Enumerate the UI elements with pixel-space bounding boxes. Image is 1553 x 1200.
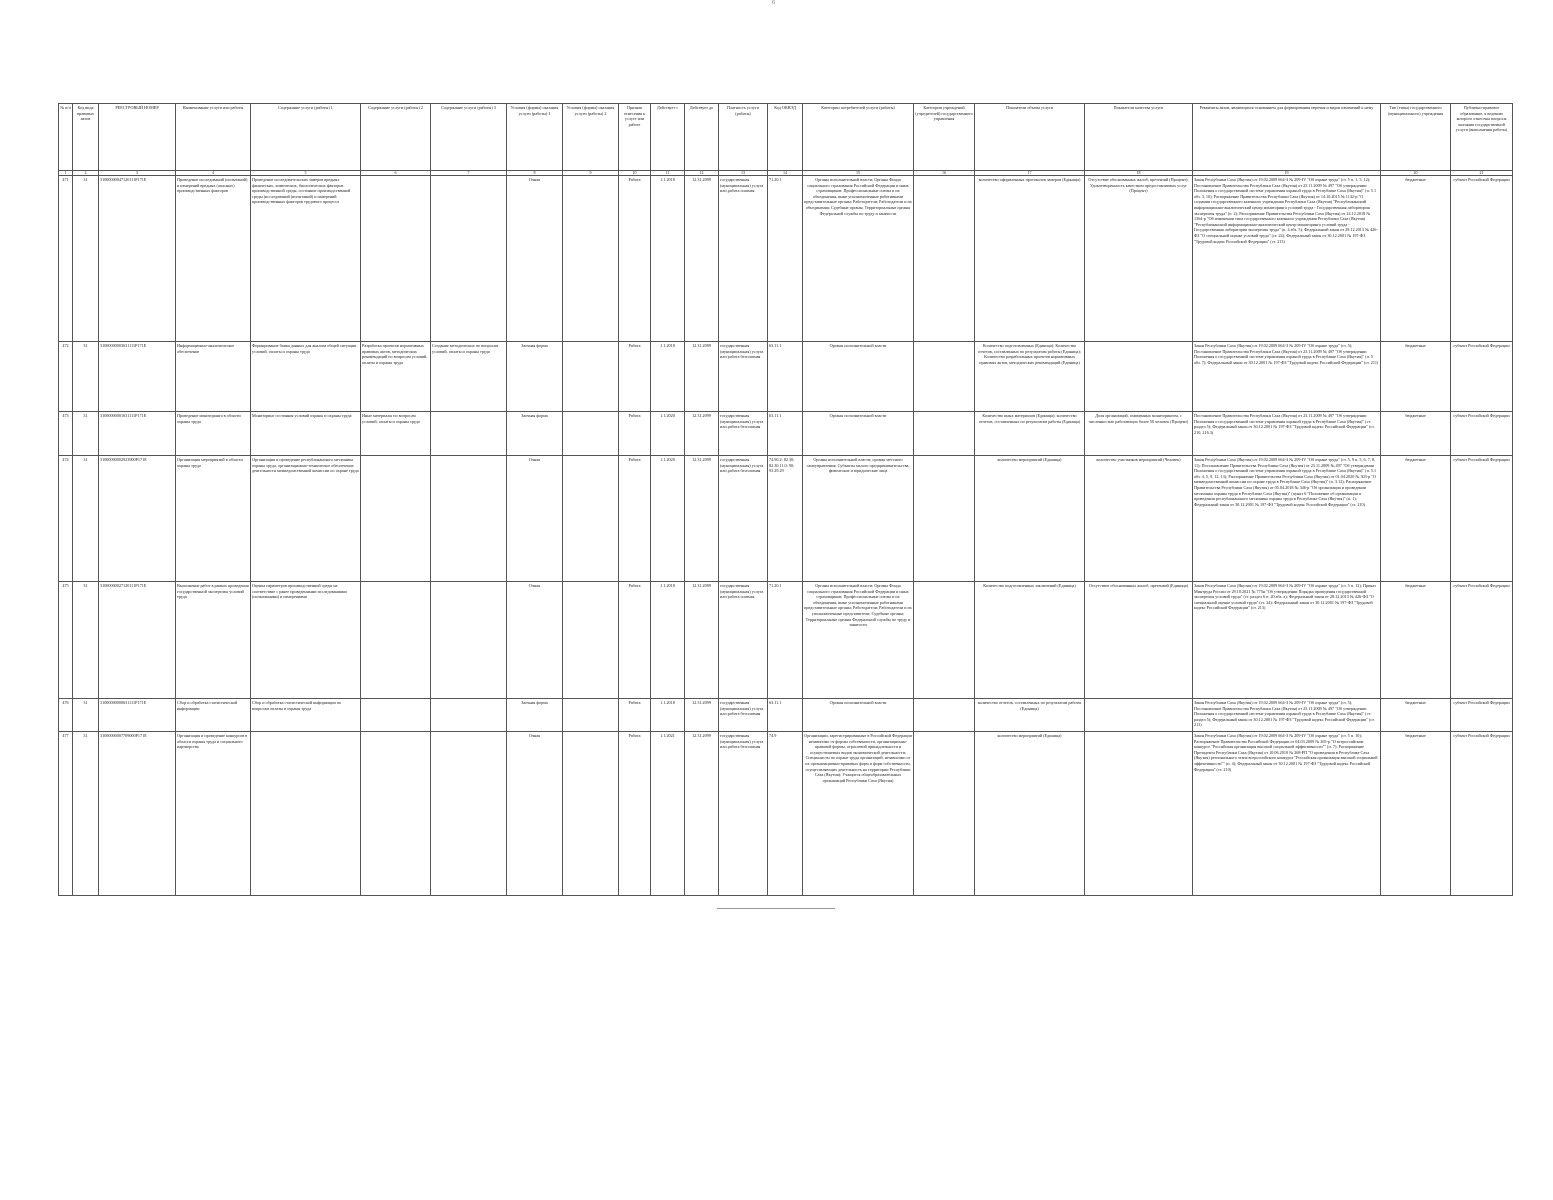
cell-cat [914,412,975,456]
cell-from: 1.1.2020 [651,456,685,582]
cell-c2: Разработка проектов нормативных правовых актов, методических рекомендаций по вопросам условий, оплаты и охраны труда [361,342,431,412]
cell-to: 12.31.2099 [685,456,719,582]
header-row [59,104,1513,171]
column-header-15: Категории потребителей услуги (работы) [803,104,914,171]
cell-quality: Отсутствие обоснованных жалоб, претензий (Процент); Удовлетворенность качеством предоставляемых услуг (Процент) [1085,176,1193,342]
cell-reg: 31000000000631111P171Е [99,699,176,732]
cell-volume: количество отчетов, составленных по результатам работы (Единица) [975,699,1085,732]
cell-reg: 31000000007709000P171Е [99,732,176,896]
column-number-20: 20 [1381,171,1451,176]
cell-to: 12.31.2099 [685,699,719,732]
cell-code: 31 [73,342,99,412]
column-header-7: Содержание услуги (работы) 3 [431,104,507,171]
column-number-18: 18 [1085,171,1193,176]
column-header-5: Содержание услуги (работы) 1 [251,104,361,171]
cell-c3 [431,456,507,582]
cell-c1: Организация и проведение республиканского месячника охраны труда, организационно-техническое обеспечение деятельности межведомственной комиссии по охране труда [251,456,361,582]
cell-name: Организация и проведение конкурсов в области охраны труда и социального партнерства [176,732,251,896]
cell-code: 31 [73,456,99,582]
cell-cat [914,732,975,896]
cell-cat [914,342,975,412]
cell-type: бюджетные [1381,176,1451,342]
column-number-11: 11 [651,171,685,176]
cell-f2 [563,732,619,896]
cell-consumers: Органы исполнительной власти [803,699,914,732]
cell-reg: 31000000002923900P171Е [99,456,176,582]
cell-acts: Закон Республики Саха (Якутия) от 19.02.2009 664-З № 209-IV "Об охране труда" (ст. 5); Постановление Правительства Республики Саха (Якутия) от 23.11.2009 № 497 "Об утверждении Положения о государственной системе управления охраной труда в Республике Саха (Якутия)" (ст. раздел 5); Федеральный закон от 30.12.2001 № 197-ФЗ "Трудовой кодекс Российской Федерации" (ст. 213) [1193,699,1381,732]
cell-volume: Количество подготовленных (Единица); Количество отчетов, составленных по результатам работы (Единица); Количество разработанных проектов нормативных правовых актов, методических рекомендаций (Единица) [975,342,1085,412]
cell-f2 [563,582,619,699]
column-header-20: Тип (типы) государственного (муниципального) учреждения [1381,104,1451,171]
cell-name: Выполнение работ в рамках проведения государственной экспертизы условий труда [176,582,251,699]
cell-f1: Заочная форма [507,699,563,732]
cell-kind: Работа [619,456,651,582]
cell-to: 12.31.2099 [685,582,719,699]
cell-c1 [251,732,361,896]
column-number-4: 4 [176,171,251,176]
cell-no: 475 [59,582,73,699]
cell-kind: Работа [619,732,651,896]
column-number-3: 3 [99,171,176,176]
cell-type: бюджетные [1381,342,1451,412]
cell-okved: 74.9 [768,732,803,896]
column-number-5: 5 [251,171,361,176]
cell-c1: Сбор и обработка статистической информации по вопросам оплаты и охраны труда [251,699,361,732]
cell-okved: 63.11.1 [768,342,803,412]
cell-no: 472 [59,342,73,412]
cell-owner: субъект Российской Федерации [1451,699,1513,732]
column-header-9: Условия (формы) оказания услуги (работы) 2 [563,104,619,171]
cell-c3 [431,412,507,456]
column-header-2: Код вида правовых актов [73,104,99,171]
column-number-21: 21 [1451,171,1513,176]
cell-c2 [361,456,431,582]
cell-reg: 31000000001631111P171Е [99,412,176,456]
cell-c3 [431,582,507,699]
cell-acts: Закон Республики Саха (Якутия) от 19.02.2009 664-З № 209-IV "Об охране труда" (ст. 5, 9 п. 5, 6, 7, 8, 11); Постановление Правительства Республики Саха (Якутия) от 23.11.2009 № 497 "Об утверждении Положения о государственной системе управления охраной труда в Республике Саха (Якутия)" (п. 5.1 абз. 4, 5, 9, 12, 13); Распоряжение Правительства Республики Саха (Якутия) от 01.04.2020 № 303-р "О межведомственной комиссии по охране труда в Республике Саха (Якутия)" (п. 3.12); Распоряжение Правительства Республики Саха (Якутия) от 05.04.2018 № 346-р "Об организации и проведении месячника охраны труда в Республике Саха (Якутия)" (пункт 6 "Положение об организации и проведении республиканского месячника охраны труда в Республике Саха (Якутия)" (п. 1); Федеральный закон от 30.12.2001 № 197-ФЗ "Трудовой кодекс Российской Федерации" (ст. 210) [1193,456,1381,582]
cell-consumers: Органы исполнительной власти; Органы Фонда социального страхования Российской Федерации и иных страховщиков; Профессиональные союзы и их объединения, иные уполномоченные работниками представительные органы; Работодатели; Работодатели и их уполномоченные представители; Судебные органы; Территориальные органы Федеральной службы по труду и занятости [803,582,914,699]
cell-type: бюджетные [1381,412,1451,456]
column-header-8: Условия (формы) оказания услуги (работы) 1 [507,104,563,171]
column-number-19: 19 [1193,171,1381,176]
cell-kind: Работа [619,582,651,699]
column-number-9: 9 [563,171,619,176]
column-number-7: 7 [431,171,507,176]
cell-f2 [563,699,619,732]
cell-name: Информационно-аналитическое обеспечение [176,342,251,412]
cell-f1: Очная [507,732,563,896]
column-number-13: 13 [719,171,768,176]
cell-c2 [361,176,431,342]
cell-pay: государственная (муниципальная) услуга или работа платная [719,176,768,342]
column-header-17: Показатели объема услуги [975,104,1085,171]
cell-name: Сбор и обработка статистической информации [176,699,251,732]
cell-pay: государственная (муниципальная) услуга или работа бесплатная [719,699,768,732]
cell-consumers: Органы исполнительной власти; Органы Фонда социального страхования Российской Федерации и иных страховщиков; Профессиональные союзы и их объединения, иные уполномоченные работниками представительные органы; Работодатели; Работодатели и их объединения; Судебные органы; Территориальные органы Федеральной службы по труду и занятости [803,176,914,342]
column-number-14: 14 [768,171,803,176]
cell-volume: Количество подготовленных заключений (Единица) [975,582,1085,699]
table-row [59,412,1513,456]
cell-pay: государственная (муниципальная) услуга или работа платная [719,582,768,699]
cell-owner: субъект Российской Федерации [1451,582,1513,699]
cell-consumers: Органы исполнительной власти [803,342,914,412]
column-number-12: 12 [685,171,719,176]
column-header-1: № п/п [59,104,73,171]
column-number-17: 17 [975,171,1085,176]
cell-f1: Заочная форма [507,412,563,456]
cell-reg: 31000000027120111P171Е [99,582,176,699]
column-number-8: 8 [507,171,563,176]
cell-c3: Создание методических по вопросам условий, оплаты и охраны труда [431,342,507,412]
cell-volume: количество оформленных протоколов замеров (Единица) [975,176,1085,342]
services-registry-table [58,103,1513,896]
cell-okved: 63.11.1 [768,412,803,456]
cell-kind: Работа [619,342,651,412]
cell-pay: государственная (муниципальная) услуга или работа бесплатная [719,456,768,582]
cell-owner: субъект Российской Федерации [1451,342,1513,412]
cell-code: 31 [73,582,99,699]
cell-pay: государственная (муниципальная) услуга или работа бесплатная [719,342,768,412]
cell-volume: количество мероприятий (Единица) [975,456,1085,582]
column-number-15: 15 [803,171,914,176]
cell-code: 31 [73,412,99,456]
cell-kind: Работа [619,176,651,342]
cell-cat [914,582,975,699]
cell-acts: Постановление Правительства Республики Саха (Якутия) от 23.11.2009 № 497 "Об утверждении Положения о государственной системе управления охраной труда в Республике Саха (Якутия)" (ст. раздел 5); Федеральный закон от 30.12.2001 № 197-ФЗ "Трудовой кодекс Российской Федерации" (ст. 210, 216.3) [1193,412,1381,456]
cell-okved: 63.11.1 [768,699,803,732]
cell-f2 [563,176,619,342]
cell-name: Проведение мониторинга в области охраны труда [176,412,251,456]
cell-okved: 71.20.1 [768,176,803,342]
cell-quality [1085,342,1193,412]
cell-type: бюджетные [1381,732,1451,896]
cell-no: 474 [59,456,73,582]
cell-to: 12.31.2099 [685,176,719,342]
cell-from: 1.1.2018 [651,176,685,342]
cell-c1: Мониторинг состояния условий охраны и охраны труда [251,412,361,456]
cell-f1: Заочная форма [507,342,563,412]
cell-from: 1.1.2018 [651,342,685,412]
column-header-14: Код ОКВЭД [768,104,803,171]
cell-no: 476 [59,699,73,732]
cell-no: 471 [59,176,73,342]
cell-quality [1085,699,1193,732]
cell-from: 1.1.2021 [651,732,685,896]
cell-owner: субъект Российской Федерации [1451,176,1513,342]
cell-c3 [431,732,507,896]
table-row [59,456,1513,582]
cell-owner: субъект Российской Федерации [1451,732,1513,896]
column-number-6: 6 [361,171,431,176]
cell-code: 31 [73,699,99,732]
cell-c1: Оценка параметров производственной среды на соответствие с ранее проведенными исследованиями (испытаниями) и измерениями [251,582,361,699]
cell-to: 12.31.2099 [685,732,719,896]
table-body [59,176,1513,896]
cell-acts: Закон Республики Саха (Якутия) от 19.02.2009 664-З № 209-IV "Об охране труда" (ст. 5 п. 12); Приказ Минтруда России от 29.10.2021 № 775н "Об утверждении Порядка проведения государственной экспертизы условий труда" (ст. раздел 6 п. 20 абз. а); Федеральный закон от 28.12.2013 № 426-ФЗ "О специальной оценке условий труда" (ст. 24); Федеральный закон от 30.12.2001 № 197-ФЗ "Трудовой кодекс Российской Федерации" (ст. 213) [1193,582,1381,699]
cell-f2 [563,342,619,412]
cell-from: 1.1.2018 [651,699,685,732]
page-number-mark: 6 [772,0,775,6]
column-number-2: 2 [73,171,99,176]
cell-c2 [361,732,431,896]
cell-f2 [563,412,619,456]
column-header-6: Содержание услуги (работы) 2 [361,104,431,171]
cell-acts: Закон Республики Саха (Якутия) от 19.02.2009 664-З № 209-IV "Об охране труда" (ст. 5); Постановление Правительства Республики Саха (Якутия) от 23.11.2009 № 497 "Об утверждении Положения о государственной системе управления охраной труда в Республике Саха (Якутия)" (п. 5 абз. 7); Федеральный закон от 30.12.2001 № 197-ФЗ "Трудовой кодекс Российской Федерации" (ст. 211) [1193,342,1381,412]
cell-acts: Закон Республики Саха (Якутия) от 19.02.2009 664-З № 209-IV "Об охране труда" (ст. 5 п. 10); Распоряжение Правительства Российской Федерации от 04.03.2009 № 265-р "О всероссийском конкурсе "Российская организация высокой социальной эффективности"" (п. 7); Распоряжение Президента Республики Саха (Якутия) от 10.06.2010 № 268-РП "О проведении в Республике Саха (Якутия) регионального этапа всероссийского конкурса "Российская организация высокой социальной эффективности"" (п. 4); Федеральный закон от 30.12.2001 № 197-ФЗ "Трудовой кодекс Российской Федерации" (ст. 210) [1193,732,1381,896]
column-header-21: Публично-правовое образование, к ведению которого отнесены вопросы оказания государственной услуги (выполнения работы) [1451,104,1513,171]
table-row [59,582,1513,699]
cell-f1: Очная [507,582,563,699]
column-header-3: РЕЕСТРОВЫЙ НОМЕР [99,104,176,171]
footer-divider [717,908,835,909]
cell-quality: количество участников мероприятий (Человек) [1085,456,1193,582]
cell-acts: Закон Республики Саха (Якутия) от 19.02.2009 664-З № 209-IV "Об охране труда" (ст. 5 п. 1, 5, 12); Постановление Правительства Республики Саха (Якутия) от 23.11.2009 № 497 "Об утверждении Положения о государственной системе управления охраной труда в Республике Саха (Якутия)" (п. 5.1 абз. 3, 10); Распоряжение Правительства Республики Саха (Якутия) от 14.10.2015 № 1142-р "О создании государственного казенного учреждения Республики Саха (Якутия) "Республиканский информационно-аналитический центр мониторинга условий труда - Государственная лаборатория экспертизы труда" (п. 2); Распоряжение Правительства Республики Саха (Якутия) от 24.12.2018 № 1364-р "Об изменении типа государственного казенного учреждения Республики Саха (Якутия) "Республиканский информационно-аналитический центр мониторинга условий труда - Государственная лаборатория экспертизы труда" (п. 4 абз. 5); Федеральный закон от 28.12.2013 № 426-ФЗ "О специальной оценке условий труда" (ст. 24); Федеральный закон от 30.12.2001 № 197-ФЗ "Трудовой кодекс Российской Федерации" (ст. 213) [1193,176,1381,342]
cell-volume: Количество иных материалов (Единица); количество отчетов, составленных по результатам работы (Единица) [975,412,1085,456]
cell-name: Организация мероприятий в области охраны труда [176,456,251,582]
cell-c3 [431,176,507,342]
cell-quality: Отсутствие обоснованных жалоб, претензий (Единица) [1085,582,1193,699]
cell-okved: 71.20.1 [768,582,803,699]
cell-kind: Работа [619,699,651,732]
cell-pay: государственная (муниципальная) услуга или работа бесплатная [719,732,768,896]
cell-c1: Проведение исследовательских замеров вредных физических, химических, биологических факторов производственной среды, состояние производственной среды (исследований (испытаний) и измерений производственных факторов трудового процесса [251,176,361,342]
cell-consumers: Органы исполнительной власти; органы местного самоуправления; Субъекты малого предпринимательства; физические и юридические лица [803,456,914,582]
cell-kind: Работа [619,412,651,456]
cell-from: 1.1.2018 [651,582,685,699]
table-row [59,342,1513,412]
cell-c2: Иные материалы по вопросам условий, оплаты и охраны труда [361,412,431,456]
cell-okved: 74.90.2; 82.30; 82.30.11.0; 90; 93.29.29 [768,456,803,582]
cell-c2 [361,699,431,732]
cell-code: 31 [73,176,99,342]
cell-pay: государственная (муниципальная) услуга или работа бесплатная [719,412,768,456]
cell-name: Проведение исследований (испытаний) и измерений вредных (опасных) производственных факторов [176,176,251,342]
cell-f2 [563,456,619,582]
cell-to: 12.31.2099 [685,342,719,412]
cell-to: 12.31.2099 [685,412,719,456]
column-header-10: Признак отнесения к услуге или работе [619,104,651,171]
cell-type: бюджетные [1381,456,1451,582]
cell-quality: Доля организаций, охваченных мониторингом, с численностью работающих более 50 человек (Процент) [1085,412,1193,456]
cell-c2 [361,582,431,699]
cell-owner: субъект Российской Федерации [1451,456,1513,582]
cell-cat [914,456,975,582]
column-number-10: 10 [619,171,651,176]
cell-c1: Формирование банка данных для анализа общей ситуации условий, оплаты и охраны труда [251,342,361,412]
cell-consumers: Органы исполнительной власти [803,412,914,456]
cell-no: 473 [59,412,73,456]
column-header-19: Реквизиты актов, являющихся основанием для формирования перечня и видов изменений к нему [1193,104,1381,171]
cell-type: бюджетные [1381,699,1451,732]
cell-cat [914,176,975,342]
cell-f1: Очная [507,456,563,582]
table-row [59,699,1513,732]
column-header-18: Показатели качества услуги [1085,104,1193,171]
column-header-12: Действует до [685,104,719,171]
cell-code: 31 [73,732,99,896]
cell-f1: Очная [507,176,563,342]
cell-c3 [431,699,507,732]
cell-quality [1085,732,1193,896]
table-row [59,732,1513,896]
column-header-16: Категории учреждений (учредителей) государственного управления [914,104,975,171]
cell-owner: субъект Российской Федерации [1451,412,1513,456]
cell-reg: 31000000047120111P171Е [99,176,176,342]
cell-consumers: Организации, зарегистрированные в Российской Федерации независимо от формы собственности, организационно-правовой формы, отраслевой принадлежности и осуществляемых видов экономической деятельности; Специалисты по охране труда организаций, независимо от их организационно-правовых форм и форм собственности, осуществляющих деятельность на территории Республики Саха (Якутия); Учащиеся общеобразовательных организаций Республики Саха (Якутия) [803,732,914,896]
column-header-11: Действует с [651,104,685,171]
cell-from: 1.1.2020 [651,412,685,456]
table-row [59,176,1513,342]
cell-reg: 31000000003631111P171Е [99,342,176,412]
column-header-4: Наименование услуги или работы [176,104,251,171]
column-number-1: 1 [59,171,73,176]
cell-cat [914,699,975,732]
column-header-13: Платность услуги (работы) [719,104,768,171]
cell-volume: количество мероприятий (Единица) [975,732,1085,896]
cell-no: 477 [59,732,73,896]
cell-type: бюджетные [1381,582,1451,699]
column-number-16: 16 [914,171,975,176]
